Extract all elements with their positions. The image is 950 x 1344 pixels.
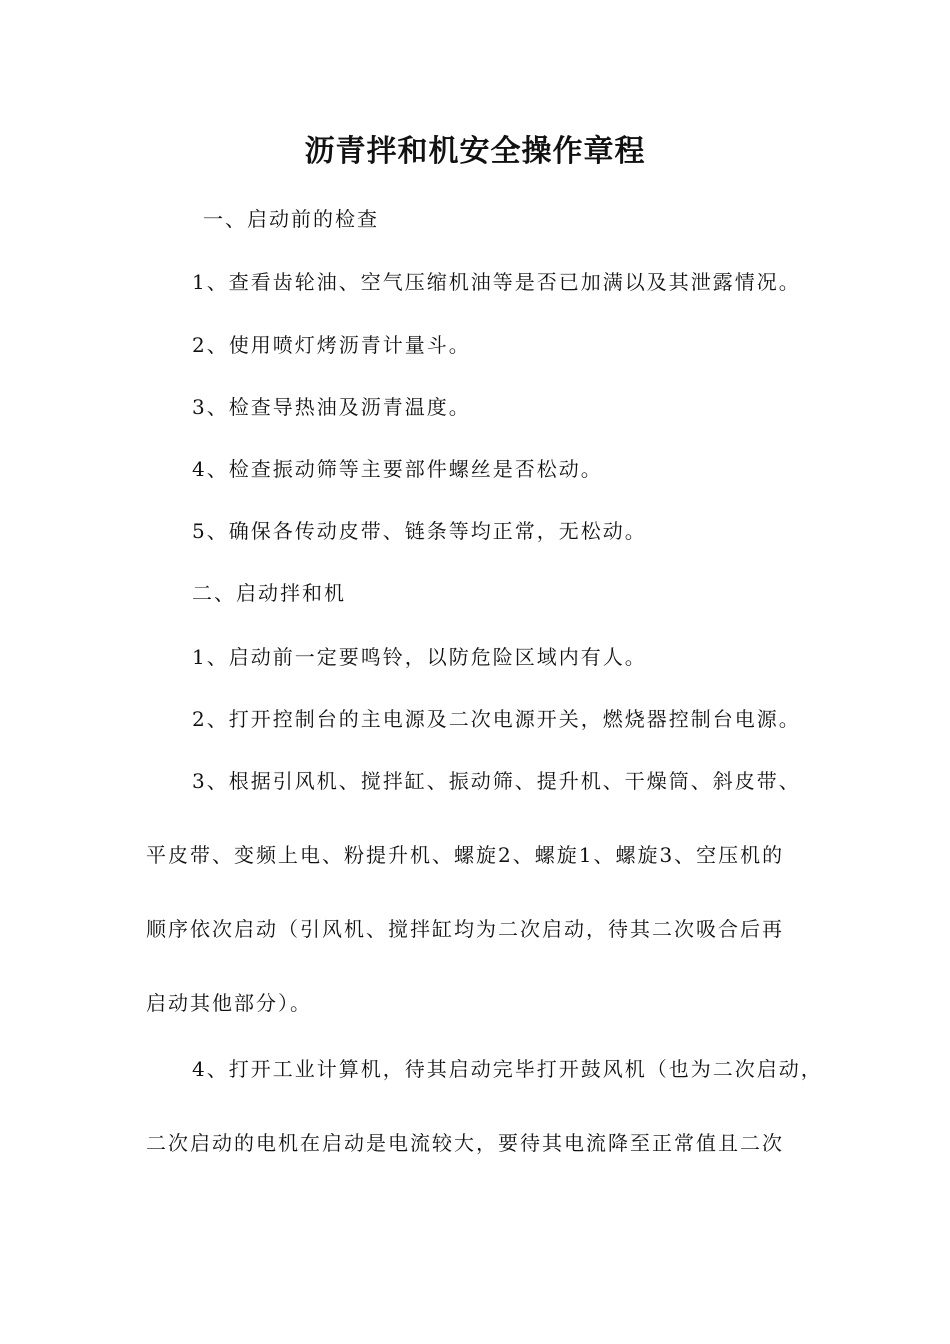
section-2-item-1: 1、启动前一定要鸣铃，以防危险区域内有人。 [192, 645, 647, 669]
section-2-item-3-line-2: 平皮带、变频上电、粉提升机、螺旋2、螺旋1、螺旋3、空压机的 [146, 843, 785, 867]
section-2-item-4-line-1: 4、打开工业计算机，待其启动完毕打开鼓风机（也为二次启动， [192, 1057, 823, 1081]
section-2-heading: 二、启动拌和机 [192, 581, 346, 605]
section-2-item-2: 2、打开控制台的主电源及二次电源开关，燃烧器控制台电源。 [192, 707, 801, 731]
section-1-heading: 一、启动前的检查 [203, 207, 379, 231]
section-2-item-3-line-4: 启动其他部分）。 [146, 991, 312, 1015]
section-1-item-2: 2、使用喷灯烤沥青计量斗。 [192, 333, 471, 357]
section-1-item-1: 1、查看齿轮油、空气压缩机油等是否已加满以及其泄露情况。 [192, 270, 801, 294]
section-2-item-3-line-1: 3、根据引风机、搅拌缸、振动筛、提升机、干燥筒、斜皮带、 [192, 769, 801, 793]
section-2-item-4-line-2: 二次启动的电机在启动是电流较大，要待其电流降至正常值且二次 [146, 1131, 784, 1155]
section-2-item-3-line-3: 顺序依次启动（引风机、搅拌缸均为二次启动，待其二次吸合后再 [146, 917, 784, 941]
document-title: 沥青拌和机安全操作章程 [304, 134, 646, 169]
section-1-item-5: 5、确保各传动皮带、链条等均正常，无松动。 [192, 519, 647, 543]
section-1-item-4: 4、检查振动筛等主要部件螺丝是否松动。 [192, 457, 603, 481]
section-1-item-3: 3、检查导热油及沥青温度。 [192, 395, 471, 419]
